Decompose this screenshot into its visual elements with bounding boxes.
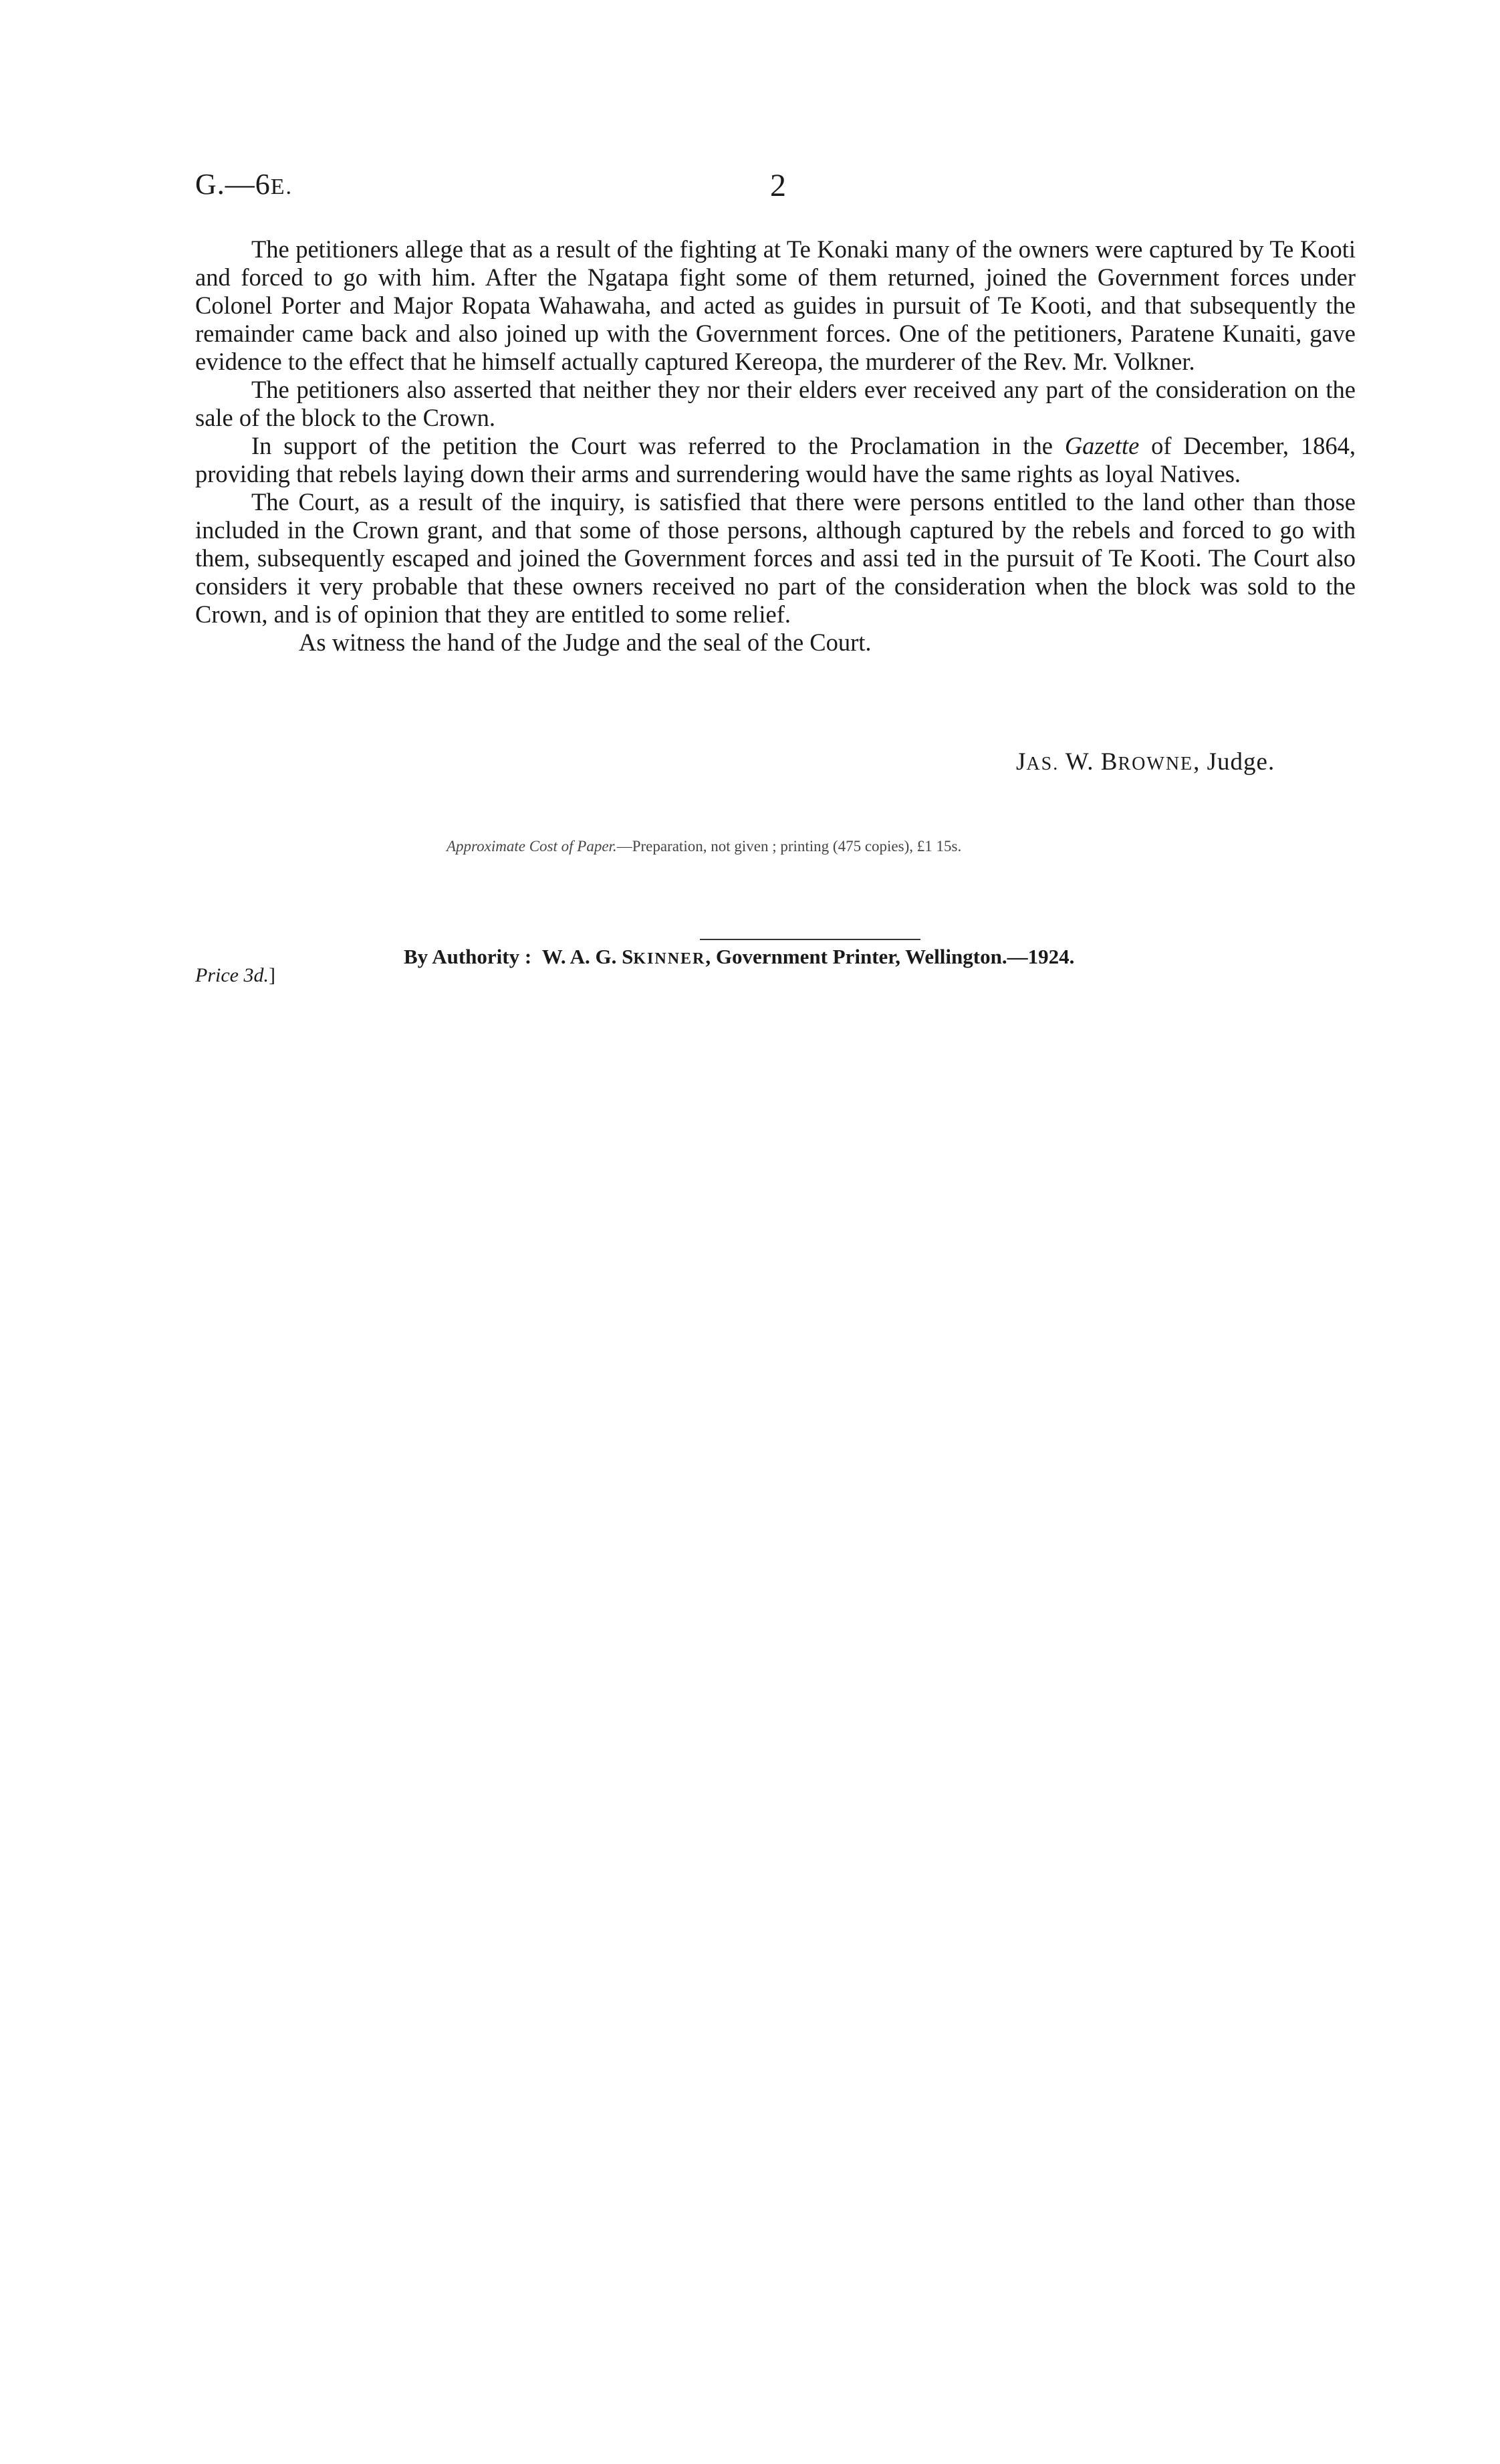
imprint — [404, 945, 1074, 969]
judge-signature — [1016, 748, 1275, 776]
signature-middle: W. B — [1059, 748, 1118, 776]
proclamation-text-before: In support of the petition the Court was referred to the Proclamation in the — [251, 432, 1065, 459]
paragraph-consideration: The petitioners also asserted that neither they nor their elders ever received any part of the consideration on the sale of the block to the Crown. — [195, 376, 1356, 431]
cost-note — [447, 838, 961, 855]
signature-initial-rest: AS. — [1026, 754, 1059, 774]
header-reference-prefix: G.—6 — [195, 168, 271, 201]
body-text — [195, 235, 1356, 657]
page-number: 2 — [770, 168, 786, 203]
paragraph-court-finding: The Court, as a result of the inquiry, is satisfied that there were persons entitled to the land other than those included in the Crown grant, and that some of those persons, although captured by the rebels and forced to go with them, subsequently escaped and joined the Government forces and assi ted in the pursuit of Te Kooti. The Court also considers it very probable that these owners received no part of the consideration when the block was sold to the Crown, and is of opinion that they are entitled to some relief. — [195, 488, 1356, 628]
cost-note-text: —Preparation, not given ; printing (475 copies), £1 15s. — [616, 838, 962, 855]
price-bracket: ] — [268, 964, 275, 986]
imprint-rule — [700, 939, 920, 940]
by-authority-label: By Authority : — [404, 945, 532, 968]
signature-surname-rest: ROWNE — [1118, 754, 1194, 774]
gazette-title: Gazette — [1064, 432, 1140, 459]
header-reference-suffix: E. — [270, 175, 293, 199]
witness-line: As witness the hand of the Judge and the seal of the Court. — [299, 629, 872, 656]
cost-note-label: Approximate Cost of Paper. — [447, 838, 617, 855]
printer-surname-rest: KINNER — [633, 950, 706, 968]
signature-title: , Judge. — [1193, 748, 1275, 776]
price-text: Price 3d. — [195, 964, 269, 986]
printer-initials: W. A. G. S — [541, 945, 634, 968]
price-label — [195, 964, 275, 987]
signature-initial: J — [1016, 748, 1027, 776]
paragraph-proclamation — [195, 432, 1356, 488]
proclamation-text-after: of December, 1864, providing that rebels laying down their arms and surrendering would have the same rights as loyal Natives. — [195, 432, 1356, 487]
paragraph-capture: The petitioners allege that as a result of the fighting at Te Konaki many of the owners were captured by Te Kooti and forced to go with him. After the Ngatapa fight some of them returned, joined the Government forces under Colonel Porter and Major Ropata Wahawaha, and acted as guides in pursuit of Te Kooti, and that subsequently the remainder came back and also joined up with the Government forces. One of the petitioners, Paratene Kunaiti, gave evidence to the effect that he himself actually captured Kereopa, the murderer of the Rev. Mr. Volkner. — [195, 235, 1356, 375]
printer-details: , Government Printer, Wellington.—1924. — [705, 945, 1075, 968]
header-reference — [195, 167, 293, 201]
